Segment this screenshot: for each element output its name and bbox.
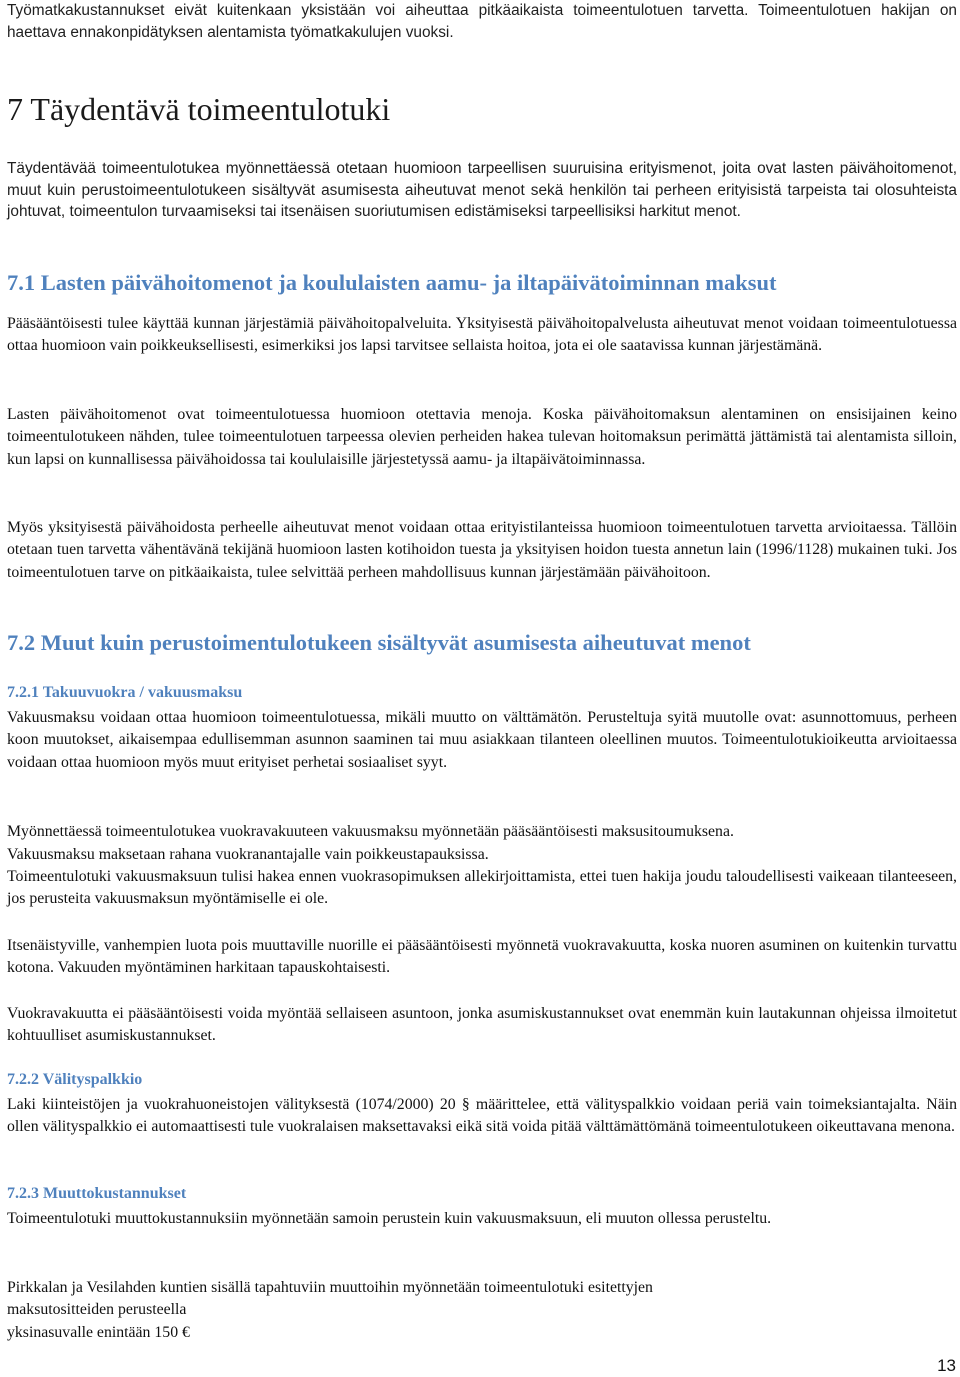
section-7-1-paragraph-3: Myös yksityisestä päivähoidosta perheelle aiheutuvat menot voidaan ottaa erityistilanteissa huomioon toimeentulotuen tarvetta arvioitaessa. Tällöin otetaan tuen tarvetta vähentävänä tekijänä huomioon lasten kotihoidon tuesta ja yksityisen hoidon tuesta annetun lain (1996/1128) mukainen tuki. Jos toimeentulotuen tarve on pitkäaikaista, tulee selvittää perheen mahdollisuus kunnan järjestämään päivähoitoon. <box>7 519 957 581</box>
section-7-2-1-paragraph-4: Vuokravakuutta ei pääsääntöisesti voida myöntää sellaiseen asuntoon, jonka asumiskustannukset ovat enemmän kuin lautakunnan ohjeissa ilmoitetut kohtuulliset asumiskustannukset. <box>7 1005 957 1045</box>
section-7-2-1-paragraph-2-line-2: Vakuusmaksu maksetaan rahana vuokranantajalle vain poikkeustapauksissa. <box>7 846 489 863</box>
section-7-1-paragraph-1: Pääsääntöisesti tulee käyttää kunnan järjestämiä päivähoitopalveluita. Yksityisestä päivähoitopalvelusta aiheutuvat menot voidaan toimeentulotuessa ottaa huomioon vain poikkeuksellisesti, esimerkiksi jos lapsi tarvitsee sellaista hoitoa, jota ei ole saatavissa kunnan järjestämänä. <box>7 315 957 355</box>
section-7-2-heading: 7.2 Muut kuin perustoimentulotukeen sisältyvät asumisesta aiheutuvat menot <box>7 630 751 655</box>
section-7-1-paragraph-2: Lasten päivähoitomenot ovat toimeentulotuessa huomioon otettavia menoja. Koska päivähoitomaksun alentaminen on ensisijainen keino toimeentulotukeen nähden, tulee toimeentulotuen tarpeessa olevien perheiden hakea tulevan hoitomaksun perimättä jättämistä tai alentamista silloin, kun lapsi on kunnallisessa päivähoidossa tai koululaisille järjestetyssä aamu- ja iltapäivätoiminnassa. <box>7 406 957 468</box>
section-7-2-3-paragraph-2-line-3: yksinasuvalle enintään 150 € <box>7 1324 190 1341</box>
section-7-2-2-heading: 7.2.2 Välityspalkkio <box>7 1071 143 1088</box>
section-7-2-1-paragraph-2-line-1: Myönnettäessä toimeentulotukea vuokravakuuteen vakuusmaksu myönnetään pääsääntöisesti maksusitoumuksena. <box>7 823 734 840</box>
section-7-heading: 7 Täydentävä toimeentulotuki <box>7 91 391 127</box>
section-7-paragraph: Täydentävää toimeentulotukea myönnettäessä otetaan huomioon tarpeellisen suuruisina erityismenot, joita ovat lasten päivähoitomenot, muut kuin perustoimeentulotukeen sisältyvät asumisesta aiheutuvat menot sekä henkilön tai perheen erityisistä tarpeista tai olosuhteista johtuvat, toimeentulon turvaamiseksi tai itsenäisen suoriutumisen edistämiseksi tarpeellisiksi harkitut menot. <box>7 160 957 221</box>
section-7-2-1-paragraph-2-line-3: Toimeentulotuki vakuusmaksuun tulisi hakea ennen vuokrasopimuksen allekirjoittamista, ettei tuen hakija joudu taloudellisesti vaikeaan tilanteeseen, jos perusteita vakuusmaksun myöntämiselle ei ole. <box>7 868 957 908</box>
section-7-2-3-paragraph-1: Toimeentulotuki muuttokustannuksiin myönnetään samoin perustein kuin vakuusmaksuun, eli muuton ollessa perusteltu. <box>7 1210 772 1227</box>
section-7-2-3-paragraph-2-line-2: maksutositteiden perusteella <box>7 1301 187 1318</box>
section-7-2-2-paragraph: Laki kiinteistöjen ja vuokrahuoneistojen välityksestä (1074/2000) 20 § määrittelee, että välityspalkkio voidaan periä vain toimeksiantajalta. Näin ollen välityspalkkio ei automaattisesti tule vuokralaisen maksettavaksi eikä sitä voida pitää välttämättömänä toimeentulotukeen oikeuttavana menona. <box>7 1096 957 1136</box>
section-7-1-heading: 7.1 Lasten päivähoitomenot ja koululaisten aamu- ja iltapäivätoiminnan maksut <box>7 270 777 295</box>
intro-paragraph: Työmatkakustannukset eivät kuitenkaan yksistään voi aiheuttaa pitkäaikaista toimeentulotuen tarvetta. Toimeentulotuen hakijan on haettava ennakonpidätyksen alentamista työmatkakulujen vuoksi. <box>7 2 957 41</box>
section-7-2-1-paragraph-3: Itsenäistyville, vanhempien luota pois muuttaville nuorille ei pääsääntöisesti myönnetä vuokravakuutta, koska nuoren asuminen on kuitenkin turvattu kotona. Vakuuden myöntäminen harkitaan tapauskohtaisesti. <box>7 937 957 977</box>
page-number: 13 <box>937 1356 956 1375</box>
section-7-2-1-paragraph-1: Vakuusmaksu voidaan ottaa huomioon toimeentulotuessa, mikäli muutto on välttämätön. Perusteltuja syitä muutolle ovat: asunnottomuus, perheen koon muutokset, aikaisempaa edullisemman asunnon saaminen tai muu asiakkaan tilanteen oleellinen muutos. Toimeentulotukioikeutta arvioitaessa voidaan ottaa huomioon myös muut erityiset perhetai sosiaaliset syyt. <box>7 709 957 771</box>
section-7-2-3-heading: 7.2.3 Muuttokustannukset <box>7 1185 187 1202</box>
section-7-2-1-heading: 7.2.1 Takuuvuokra / vakuusmaksu <box>7 684 243 701</box>
section-7-2-3-paragraph-2-line-1: Pirkkalan ja Vesilahden kuntien sisällä tapahtuviin muuttoihin myönnetään toimeentulotuki esitettyjen <box>7 1279 653 1296</box>
